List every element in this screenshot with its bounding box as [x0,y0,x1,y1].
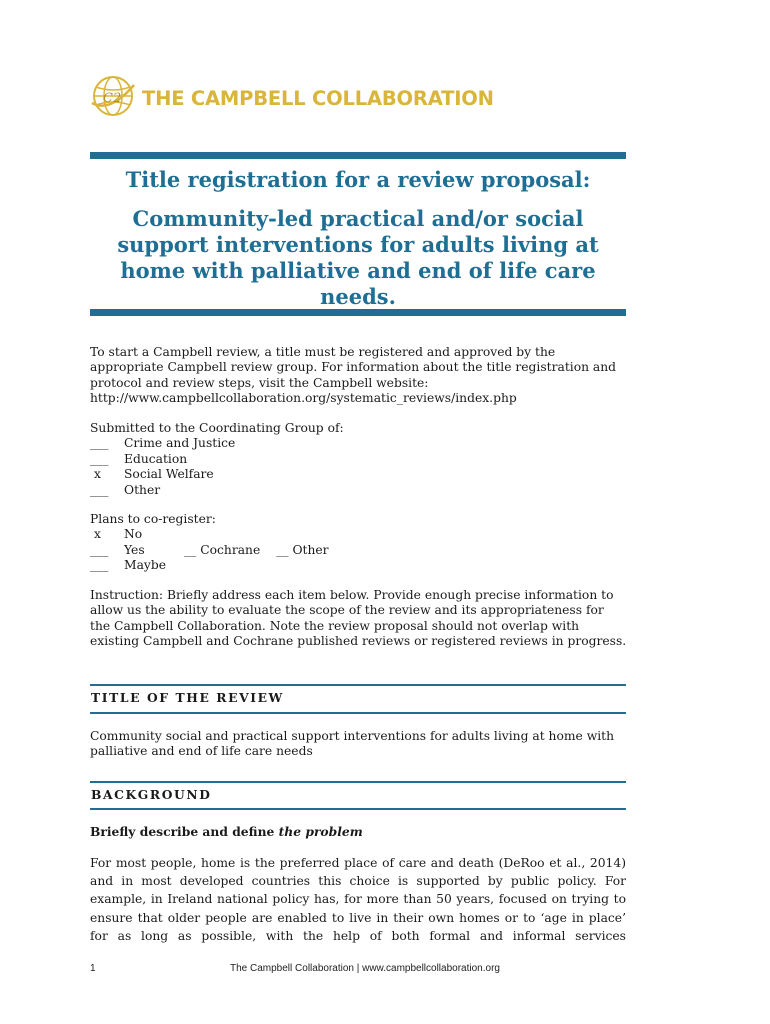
checkbox-mark: x [94,527,101,542]
checkbox-mark: ___ [90,482,109,497]
section-heading-title: TITLE OF THE REVIEW [91,690,284,705]
title-bottom-rule [90,309,626,316]
option-cochrane: __ Cochrane [184,542,261,557]
instruction-line: Instruction: Briefly address each item below. Provide enough precise information to [90,588,614,602]
background-line: For most people, home is the preferred place of care and death (DeRoo et al., 2014) [90,856,626,870]
checkbox-mark: x [94,467,101,482]
intro-line: protocol and review steps, visit the Campbell website: [90,375,429,390]
review-title-line: palliative and end of life care needs [90,744,313,759]
intro-line: appropriate Campbell review group. For information about the title registration and [90,360,617,375]
section-rule [90,712,626,714]
option-social-welfare [90,467,630,482]
org-name: THE CAMPBELL COLLABORATION [142,87,494,110]
subheading-text: Briefly describe and define [90,824,275,839]
intro-line: To start a Campbell review, a title must be registered and approved by the [90,345,556,359]
proposal-title-line: home with palliative and end of life care [120,258,596,283]
checkbox-mark: ___ [90,542,109,557]
campbell-website-link[interactable]: http://www.campbellcollaboration.org/systematic_reviews/index.php [90,391,517,406]
proposal-title-line: Community-led practical and/or social [132,206,584,231]
globe-logo-icon [90,73,136,119]
checkbox-mark: ___ [90,451,109,466]
instruction-paragraph [90,588,630,650]
footer-text: The Campbell Collaboration | www.campbellcollaboration.org [230,963,500,974]
coordinating-label: Submitted to the Coordinating Group of: [90,421,344,435]
svg-text:C2: C2 [103,91,122,106]
option-other [90,483,630,498]
background-line: example, in Ireland national policy has, for more than 50 years, focused on trying to [90,892,626,907]
option-education [90,452,630,467]
section-rule [90,808,626,810]
checkbox-mark: ___ [90,436,109,451]
proposal-title-line: needs. [320,284,396,309]
instruction-line: existing Campbell and Cochrane published reviews or registered reviews in progress. [90,634,627,649]
background-subheading [90,824,363,839]
section-rule [90,781,626,783]
campbell-logo [90,73,510,125]
option-label: Other [124,482,161,497]
instruction-line: the Campbell Collaboration. Note the review proposal should not overlap with [90,618,580,633]
proposal-title-line: support interventions for adults living at [117,232,599,257]
option-maybe [90,558,630,573]
background-line: and in most developed countries this choice is supported by public policy. For [90,874,626,889]
proposal-title [90,206,626,310]
section-rule [90,684,626,686]
page-title: Title registration for a review proposal: [125,167,591,192]
coregister-label: Plans to co-register: [90,512,216,526]
option-no [90,527,630,542]
intro-paragraph [90,345,630,407]
option-crime-justice [90,436,630,451]
option-label: No [124,527,143,542]
background-line: for as long as possible, with the help of both formal and informal services [90,928,626,943]
section-heading-background: BACKGROUND [91,787,212,802]
page-number: 1 [90,963,96,974]
option-label: Crime and Justice [124,436,236,451]
instruction-line: allow us the ability to evaluate the scope of the review and its appropriateness for [90,603,604,618]
checkbox-mark: ___ [90,558,109,573]
option-label: Social Welfare [124,467,214,482]
coregister-group [90,512,630,574]
option-yes [90,543,630,558]
option-label: Education [124,451,188,466]
subheading-emphasis: the problem [278,824,363,839]
option-label: Yes [124,542,145,557]
option-other-coregister: __ Other [276,542,329,557]
coordinating-group [90,421,630,498]
background-line: ensure that older people are enabled to live in their own homes or to ‘age in place’ [90,910,626,925]
option-label: Maybe [124,558,167,573]
review-title-line: Community social and practical support interventions for adults living at home with [90,729,615,743]
review-title-paragraph [90,729,630,760]
top-rule [90,152,626,159]
background-paragraph [90,854,626,945]
